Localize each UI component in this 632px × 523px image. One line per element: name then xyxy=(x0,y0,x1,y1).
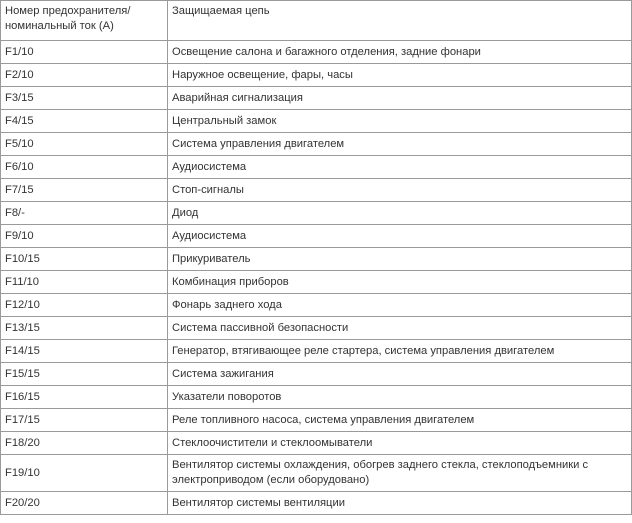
fuse-cell: F3/15 xyxy=(1,87,168,110)
circuit-cell: Прикуриватель xyxy=(168,248,632,271)
circuit-cell: Генератор, втягивающее реле стартера, система управления двигателем xyxy=(168,340,632,363)
fuse-cell: F13/15 xyxy=(1,317,168,340)
circuit-cell: Указатели поворотов xyxy=(168,386,632,409)
circuit-cell: Система управления двигателем xyxy=(168,133,632,156)
header-protected-circuit: Защищаемая цепь xyxy=(168,1,632,41)
table-row xyxy=(1,110,632,133)
fuse-cell: F16/15 xyxy=(1,386,168,409)
circuit-cell: Стоп-сигналы xyxy=(168,179,632,202)
table-row xyxy=(1,386,632,409)
circuit-cell: Освещение салона и багажного отделения, задние фонари xyxy=(168,41,632,64)
circuit-cell: Центральный замок xyxy=(168,110,632,133)
circuit-cell: Диод xyxy=(168,202,632,225)
fuse-cell: F20/20 xyxy=(1,492,168,515)
table-row xyxy=(1,455,632,492)
circuit-cell: Фонарь заднего хода xyxy=(168,294,632,317)
table-row xyxy=(1,432,632,455)
table-row xyxy=(1,409,632,432)
table-row xyxy=(1,133,632,156)
table-row xyxy=(1,41,632,64)
table-row xyxy=(1,87,632,110)
table-row xyxy=(1,179,632,202)
table-row xyxy=(1,156,632,179)
table-row xyxy=(1,340,632,363)
circuit-cell: Аварийная сигнализация xyxy=(168,87,632,110)
circuit-cell: Вентилятор системы вентиляции xyxy=(168,492,632,515)
fuse-cell: F14/15 xyxy=(1,340,168,363)
fuse-cell: F7/15 xyxy=(1,179,168,202)
fuse-cell: F5/10 xyxy=(1,133,168,156)
table-row xyxy=(1,492,632,515)
fuse-cell: F10/15 xyxy=(1,248,168,271)
circuit-cell: Реле топливного насоса, система управления двигателем xyxy=(168,409,632,432)
table-row xyxy=(1,271,632,294)
circuit-cell: Стеклоочистители и стеклоомыватели xyxy=(168,432,632,455)
fuse-cell: F19/10 xyxy=(1,455,168,492)
table-header-row xyxy=(1,1,632,41)
circuit-cell: Вентилятор системы охлаждения, обогрев заднего стекла, стеклоподъемники с электроприводом (если оборудовано) xyxy=(168,455,632,492)
fuse-cell: F11/10 xyxy=(1,271,168,294)
table-row xyxy=(1,64,632,87)
fuse-cell: F4/15 xyxy=(1,110,168,133)
table-row xyxy=(1,225,632,248)
fuse-cell: F9/10 xyxy=(1,225,168,248)
circuit-cell: Наружное освещение, фары, часы xyxy=(168,64,632,87)
circuit-cell: Система зажигания xyxy=(168,363,632,386)
fuse-cell: F12/10 xyxy=(1,294,168,317)
fuse-cell: F2/10 xyxy=(1,64,168,87)
table-row xyxy=(1,248,632,271)
circuit-cell: Аудиосистема xyxy=(168,156,632,179)
circuit-cell: Комбинация приборов xyxy=(168,271,632,294)
table-row xyxy=(1,294,632,317)
fuse-cell: F8/- xyxy=(1,202,168,225)
fuse-cell: F15/15 xyxy=(1,363,168,386)
fuse-cell: F1/10 xyxy=(1,41,168,64)
fuse-cell: F18/20 xyxy=(1,432,168,455)
circuit-cell: Система пассивной безопасности xyxy=(168,317,632,340)
table-row xyxy=(1,202,632,225)
header-fuse-number: Номер предохранителя/ номинальный ток (А) xyxy=(1,1,168,41)
fuse-cell: F17/15 xyxy=(1,409,168,432)
circuit-cell: Аудиосистема xyxy=(168,225,632,248)
table-row xyxy=(1,363,632,386)
table-row xyxy=(1,317,632,340)
fuse-cell: F6/10 xyxy=(1,156,168,179)
